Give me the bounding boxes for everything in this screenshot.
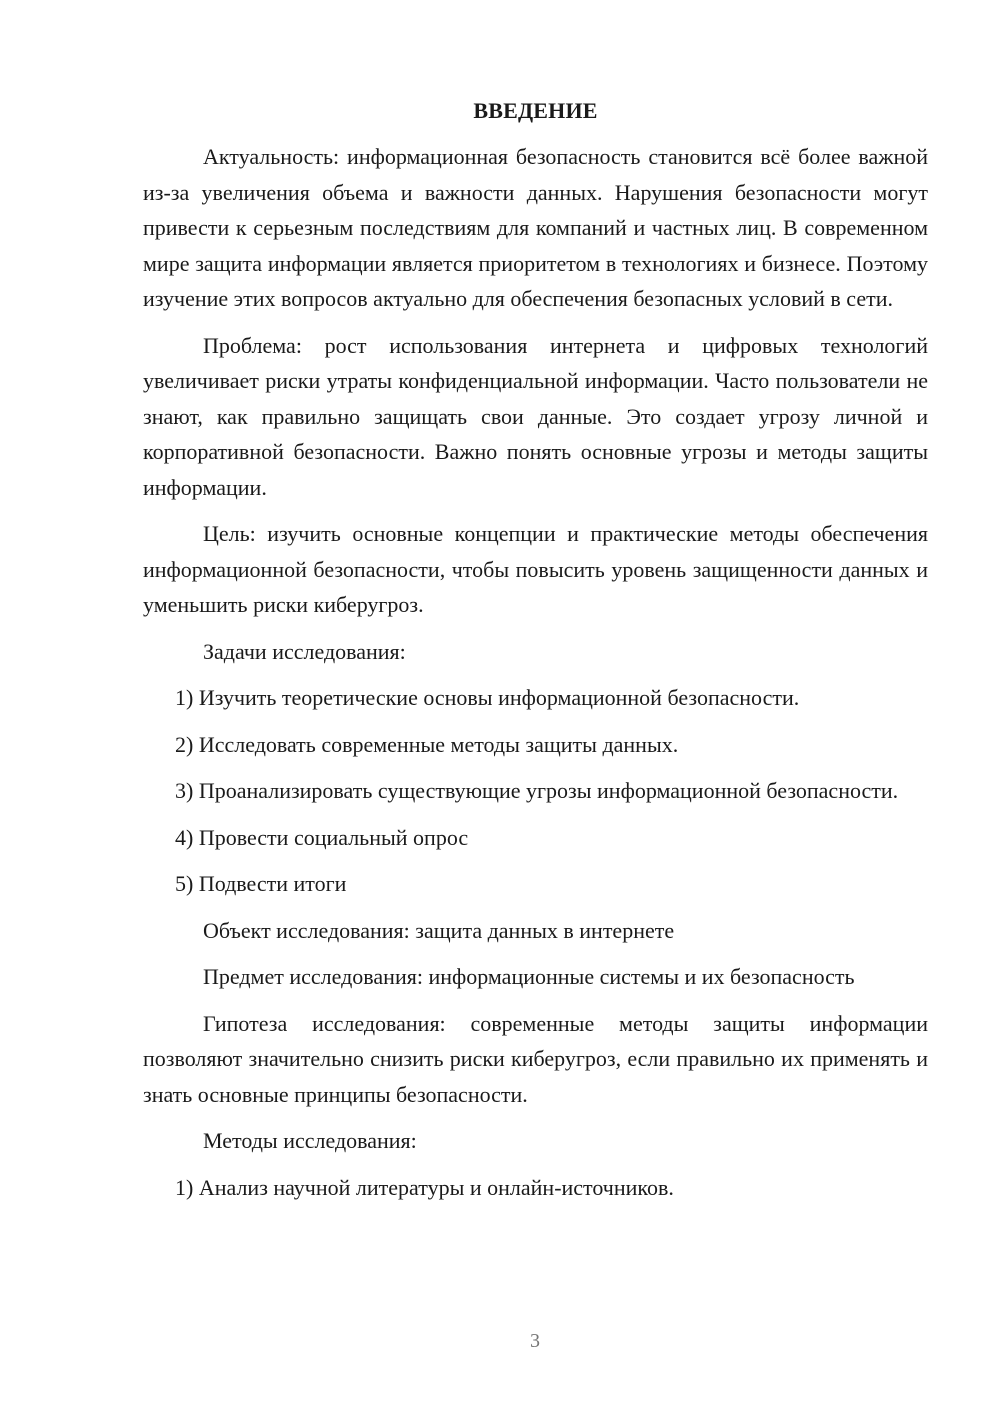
relevance-paragraph: Актуальность: информационная безопасность становится всё более важной из-за увеличения объема и важности данных. Нарушения безопасности могут привести к серьезным последствиям для компаний и частных лиц. В современном мире защита информации является приоритетом в технологиях и бизнесе. Поэтому изучение этих вопросов актуально для обеспечения безопасных условий в сети. [143,144,928,311]
hypothesis-paragraph: Гипотеза исследования: современные методы защиты информации позволяют значительно снизить риски киберугроз, если правильно их применять и знать основные принципы безопасности. [143,1010,928,1107]
object-line: Объект исследования: защита данных в интернете [203,917,675,943]
method-item: 1) Анализ научной литературы и онлайн-источников. [175,1174,674,1200]
goal-paragraph: Цель: изучить основные концепции и практические методы обеспечения информационной безопасности, чтобы повысить уровень защищенности данных и уменьшить риски киберугроз. [143,521,928,617]
tasks-title: Задачи исследования: [203,638,406,664]
task-item: 3) Проанализировать существующие угрозы информационной безопасности. [175,778,899,803]
task-item: 2) Исследовать современные методы защиты данных. [175,731,679,757]
subject-paragraph: Предмет исследования: информационные системы и их безопасность [203,964,855,989]
task-item: 5) Подвести итоги [175,871,347,896]
page-title: ВВЕДЕНИЕ [473,98,598,123]
page-content [143,95,928,1216]
methods-title: Методы исследования: [203,1128,417,1153]
page-number: 3 [530,1330,540,1352]
task-item: 4) Провести социальный опрос [175,824,469,850]
problem-paragraph: Проблема: рост использования интернета и цифровых технологий увеличивает риски утраты конфиденциальной информации. Часто пользователи не знают, как правильно защищать свои данные. Это создает угрозу личной и корпоративной безопасности. Важно понять основные угрозы и методы защиты информации. [143,332,928,500]
task-item: 1) Изучить теоретические основы информационной безопасности. [175,685,800,710]
